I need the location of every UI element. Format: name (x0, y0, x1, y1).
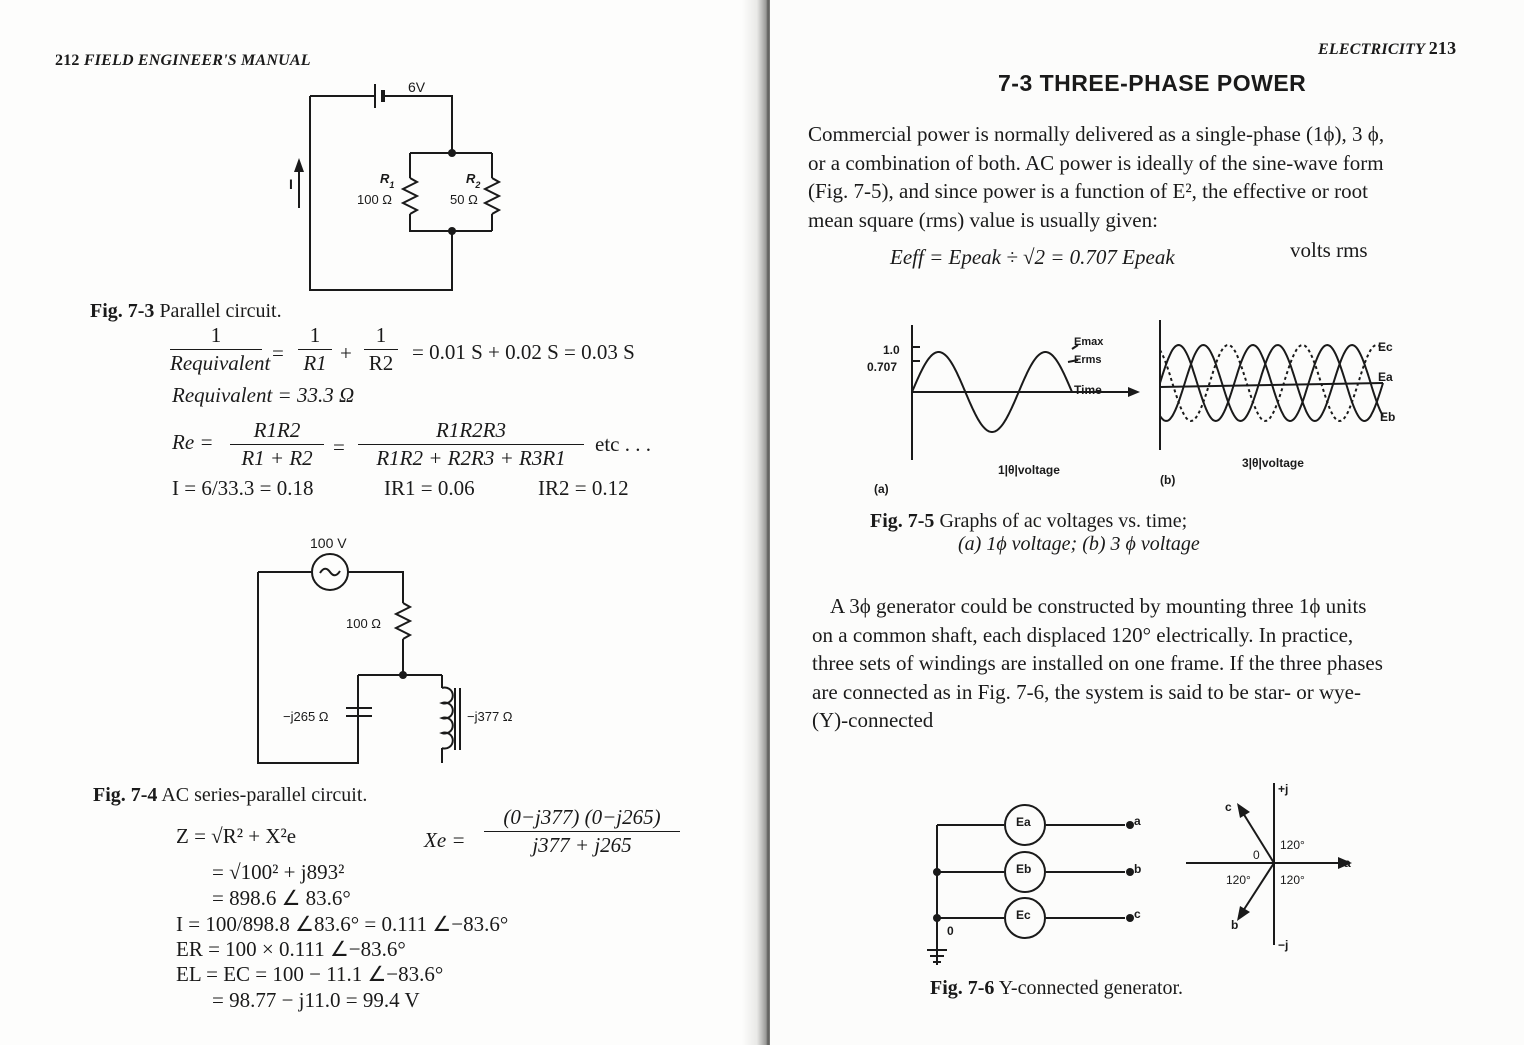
current-label: I (289, 176, 293, 192)
paragraph-2 (812, 592, 1383, 735)
r1-value: 100 Ω (357, 192, 393, 207)
right-page-number: 213 (1428, 38, 1457, 58)
z-line-2: = √100² + j893² (212, 860, 345, 884)
frac-r2 (364, 323, 398, 376)
erms-label: Erms (1074, 354, 1102, 366)
r2-name (466, 171, 480, 190)
time-label: Time (1074, 383, 1102, 397)
plus-sign: + (340, 341, 352, 365)
fig-7-6-caption (930, 977, 1183, 1000)
capacitor-label: −j265 Ω (283, 709, 329, 724)
fig-7-3-caption-num: Fig. 7-3 (90, 300, 155, 322)
fig-7-4-caption-num: Fig. 7-4 (93, 784, 158, 806)
terminal-a-dot (1126, 821, 1134, 829)
er-line: ER = 100 × 0.111 ∠−83.6° (176, 937, 406, 961)
series-resistor-label: 100 Ω (346, 616, 382, 631)
ir2-line: IR2 = 0.12 (538, 476, 629, 500)
fig-7-5a-chart (860, 320, 1160, 460)
phasor-a-label: a (1344, 856, 1351, 870)
inductor-symbol (442, 688, 453, 749)
fig-7-5-caption-num: Fig. 7-5 (870, 510, 935, 532)
paragraph-2-line-1: A 3ϕ generator could be constructed by mounting three 1ϕ units (830, 594, 1367, 618)
panel-a-label: (a) (874, 482, 889, 496)
r2-letter: R (466, 171, 476, 186)
inductor-label: −j377 Ω (467, 709, 513, 724)
paragraph-2-line-2: on a common shaft, each displaced 120° electrically. In practice, (812, 622, 1354, 647)
xe-label: Xe = (424, 828, 466, 852)
angle-label-2: 120° (1226, 873, 1251, 887)
r1-sub: 1 (389, 180, 395, 190)
terminal-b-label: b (1134, 862, 1142, 876)
etc-text: etc . . . (595, 432, 651, 456)
left-header-title: FIELD ENGINEER'S MANUAL (83, 52, 311, 69)
plus-j-label: +j (1278, 782, 1289, 796)
terminal-a-label: a (1134, 814, 1141, 828)
eb-label: Eb (1380, 410, 1396, 424)
paragraph-1-line-1: Commercial power is normally delivered as a single-phase (1ϕ), 3 ϕ, (808, 122, 1385, 146)
generator-ec-label: Ec (1016, 908, 1031, 922)
frac-re-2-num: R1R2R3 (358, 418, 584, 445)
neutral-label: 0 (947, 924, 954, 938)
rms-equation: Eeff = Epeak ÷ √2 = 0.707 Epeak (890, 245, 1175, 269)
right-running-header (1318, 38, 1456, 59)
final-line: = 98.77 − j11.0 = 99.4 V (212, 988, 420, 1012)
frac-r-equivalent (170, 323, 271, 376)
fig-7-4-circuit (250, 545, 500, 775)
fig-7-4-caption (93, 784, 367, 807)
resistor-r1-symbol (403, 178, 417, 214)
voltage-1phase-label: 1|θ|voltage (998, 463, 1060, 477)
frac-re-1-num: R1R2 (230, 418, 324, 445)
frac-re-1 (230, 418, 324, 471)
current-phasor-line: I = 100/898.8 ∠83.6° = 0.111 ∠−83.6° (176, 912, 509, 936)
frac-re-2 (358, 418, 584, 471)
el-line: EL = EC = 100 − 11.1 ∠−83.6° (176, 962, 444, 986)
angle-label-3: 120° (1280, 873, 1305, 887)
fig-7-6-caption-text: Y-connected generator. (998, 977, 1184, 999)
r2-value: 50 Ω (450, 192, 478, 207)
frac-numerator-r1: 1 (298, 323, 332, 350)
terminal-c-label: c (1134, 907, 1141, 921)
conductance-result: = 0.01 S + 0.02 S = 0.03 S (412, 340, 635, 364)
frac-xe (484, 805, 680, 858)
equals-sign-2: = (333, 435, 345, 459)
section-title: 7-3 THREE-PHASE POWER (998, 70, 1307, 96)
frac-denominator-r2: R2 (368, 351, 394, 375)
left-page-number: 212 (55, 52, 80, 69)
angle-label-1: 120° (1280, 838, 1305, 852)
phasor-b-label: b (1231, 918, 1239, 932)
voltage-3phase-label: 3|θ|voltage (1242, 456, 1304, 470)
r2-sub: 2 (475, 180, 481, 190)
terminal-b-dot (1126, 868, 1134, 876)
current-line: I = 6/33.3 = 0.18 (172, 476, 314, 500)
terminal-c-dot (1126, 914, 1134, 922)
z-line: Z = √R² + X²e (176, 824, 297, 848)
fig-7-5-caption-line-2: (a) 1ϕ voltage; (b) 3 ϕ voltage (958, 533, 1200, 555)
generator-eb-label: Eb (1016, 862, 1032, 876)
paragraph-1-line-2: or a combination of both. AC power is ideally of the sine-wave form (808, 150, 1384, 175)
frac-xe-den: j377 + j265 (532, 833, 632, 857)
fig-7-6-circuit (925, 800, 1165, 970)
z-line-3: = 898.6 ∠ 83.6° (212, 886, 351, 910)
equals-sign: = (272, 341, 284, 365)
r1-letter: R (380, 171, 390, 186)
fig-7-3-caption-text: Parallel circuit. (159, 300, 282, 322)
frac-r1 (298, 323, 332, 376)
fig-7-6-phasor (1180, 775, 1370, 955)
frac-re-1-den: R1 + R2 (241, 446, 313, 470)
series-resistor-symbol (396, 603, 410, 639)
minus-j-label: −j (1278, 938, 1289, 952)
emax-label: Emax (1074, 336, 1104, 348)
fig-7-5-caption-line-1: Graphs of ac voltages vs. time; (939, 510, 1188, 532)
right-header-title: ELECTRICITY (1318, 41, 1425, 58)
rms-units: volts rms (1290, 238, 1368, 262)
re-label: Re = (172, 430, 214, 454)
fig-7-5-caption (870, 510, 1187, 533)
left-running-header (55, 52, 311, 70)
resistor-r2-symbol (485, 178, 499, 214)
battery-label: 6V (408, 79, 426, 95)
frac-numerator: 1 (170, 323, 262, 350)
fig-7-5b-chart (1155, 315, 1395, 455)
paragraph-2-line-3: three sets of windings are installed on one frame. If the three phases (812, 651, 1383, 675)
frac-xe-num: (0−j377) (0−j265) (484, 805, 680, 832)
frac-numerator-r2: 1 (364, 323, 398, 350)
phasor-origin-label: 0 (1253, 848, 1260, 862)
panel-b-label: (b) (1160, 473, 1176, 487)
r-equivalent-line: Requivalent = 33.3 Ω (172, 383, 355, 407)
fig-7-4-caption-text: AC series-parallel circuit. (161, 784, 368, 806)
paragraph-2-line-4: are connected as in Fig. 7-6, the system is said to be star- or wye- (812, 679, 1361, 704)
ec-label: Ec (1378, 340, 1393, 354)
frac-re-2-den: R1R2 + R2R3 + R3R1 (376, 446, 566, 470)
phasor-b-arrow (1237, 906, 1250, 921)
ac-source-label: 100 V (310, 535, 347, 551)
y-label-0707: 0.707 (867, 360, 898, 374)
paragraph-2-line-5: (Y)-connected (812, 708, 934, 732)
generator-ea-label: Ea (1016, 815, 1031, 829)
paragraph-1 (808, 120, 1384, 234)
fig-7-6-caption-num: Fig. 7-6 (930, 977, 995, 999)
phasor-c-arrow (1237, 803, 1250, 818)
current-arrow-head (294, 158, 304, 172)
phasor-b-line (1243, 863, 1274, 911)
right-page (770, 0, 1524, 1045)
ea-label: Ea (1378, 370, 1393, 384)
frac-denominator-requiv: Requivalent (170, 351, 271, 375)
paragraph-1-line-4: mean square (rms) value is usually given: (808, 207, 1158, 232)
fig-7-3-caption (90, 300, 282, 323)
frac-denominator-r1: R1 (303, 351, 327, 375)
r1-name (380, 171, 394, 190)
ir1-line: IR1 = 0.06 (384, 476, 475, 500)
phasor-c-label: c (1225, 800, 1232, 814)
paragraph-1-line-3: (Fig. 7-5), and since power is a function of E², the effective or root (808, 179, 1368, 203)
y-label-1: 1.0 (883, 343, 900, 357)
